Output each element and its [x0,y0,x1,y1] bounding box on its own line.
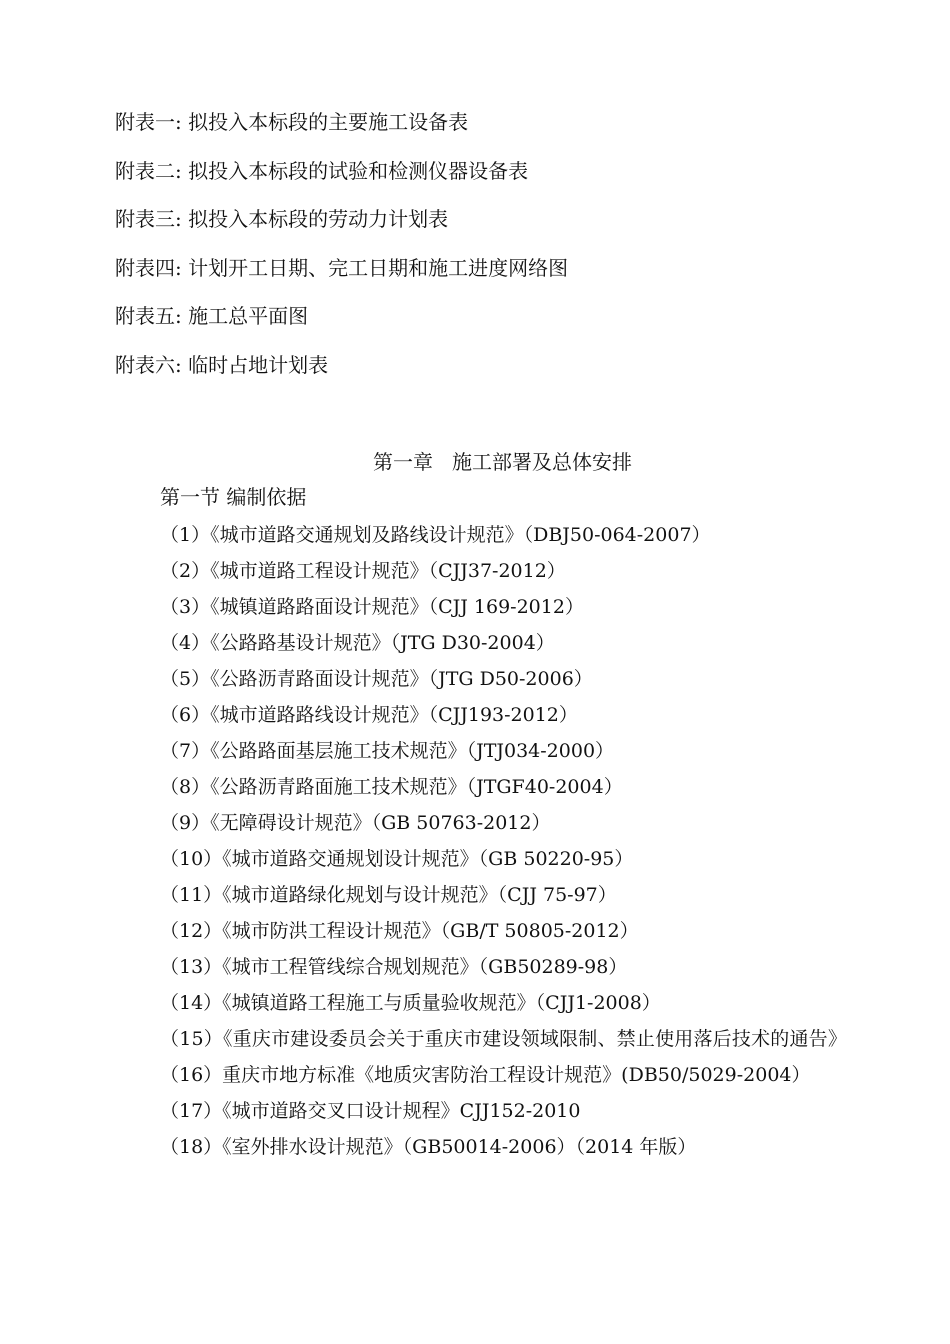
reference-item: （15）《重庆市建设委员会关于重庆市建设领域限制、禁止使用落后技术的通告》 [160,1028,848,1050]
reference-item: （11）《城市道路绿化规划与设计规范》（CJJ 75-97） [160,884,617,906]
annex-item: 附表三: 拟投入本标段的劳动力计划表 [115,207,449,231]
reference-item: （18）《室外排水设计规范》（GB50014-2006）（2014 年版） [160,1136,697,1158]
annex-list [115,104,875,395]
chapter-title: 第一章 施工部署及总体安排 [372,450,633,474]
reference-item: （16）重庆市地方标准《地质灾害防治工程设计规范》(DB50/5029-2004） [160,1064,811,1086]
annex-item: 附表六: 临时占地计划表 [115,352,329,377]
annex-item: 附表二: 拟投入本标段的试验和检测仪器设备表 [115,158,529,183]
annex-item: 附表五: 施工总平面图 [115,304,309,328]
section-title: 第一节 编制依据 [160,485,307,509]
reference-item: （9）《无障碍设计规范》（GB 50763-2012） [160,812,551,834]
reference-item: （1）《城市道路交通规划及路线设计规范》（DBJ50-064-2007） [160,524,711,546]
reference-item: （12）《城市防洪工程设计规范》（GB/T 50805-2012） [160,920,639,942]
reference-item: （7）《公路路面基层施工技术规范》（JTJ034-2000） [160,740,615,762]
reference-item: （8）《公路沥青路面施工技术规范》（JTGF40-2004） [160,776,623,798]
reference-item: （6）《城市道路路线设计规范》（CJJ193-2012） [160,704,578,726]
reference-list [115,517,855,1165]
reference-item: （10）《城市道路交通规划设计规范》（GB 50220-95） [160,848,634,870]
reference-item: （13）《城市工程管线综合规划规范》（GB50289-98） [160,956,628,978]
reference-item: （5）《公路沥青路面设计规范》（JTG D50-2006） [160,668,593,690]
annex-item: 附表一: 拟投入本标段的主要施工设备表 [115,110,469,134]
reference-item: （2）《城市道路工程设计规范》（CJJ37-2012） [160,560,566,582]
reference-item: （14）《城镇道路工程施工与质量验收规范》（CJJ1-2008） [160,992,661,1014]
reference-item: （3）《城镇道路路面设计规范》（CJJ 169-2012） [160,596,584,618]
annex-item: 附表四: 计划开工日期、完工日期和施工进度网络图 [115,255,569,280]
reference-item: （17）《城市道路交叉口设计规程》CJJ152-2010 [160,1100,581,1122]
reference-item: （4）《公路路基设计规范》（JTG D30-2004） [160,632,555,654]
